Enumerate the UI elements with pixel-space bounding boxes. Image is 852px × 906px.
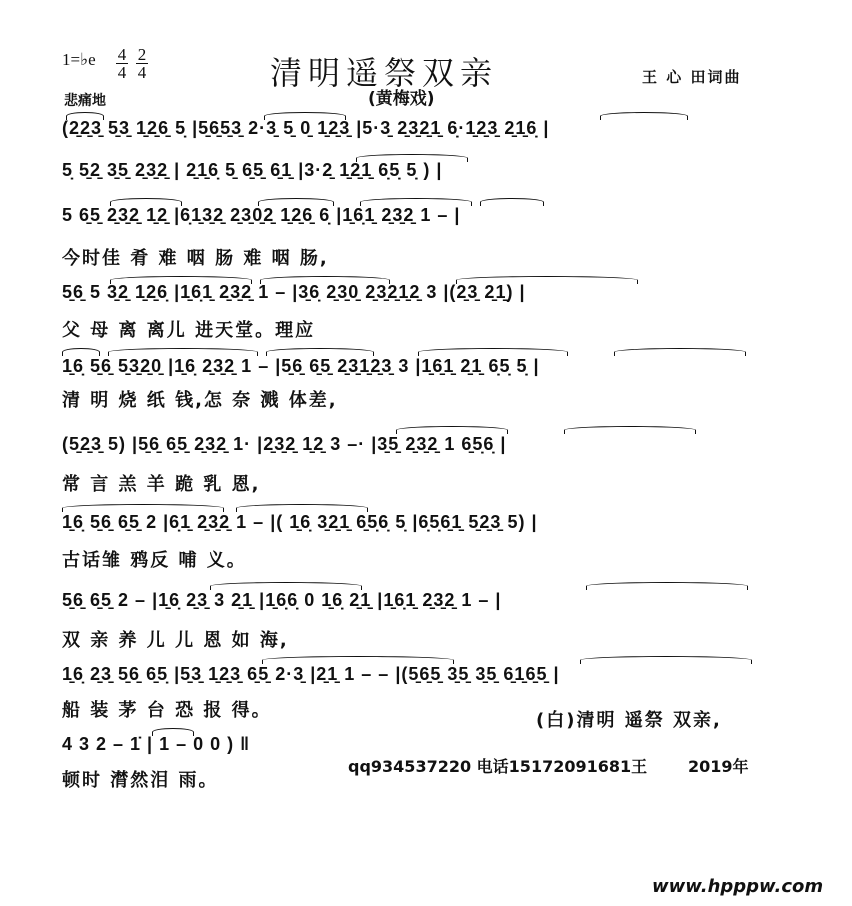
slur-mark <box>266 348 374 356</box>
meter-denominator: 4 <box>137 63 147 82</box>
slur-mark <box>418 348 568 356</box>
slur-mark <box>66 112 104 120</box>
meter-4-4 <box>116 46 128 81</box>
notation-line-2: 5̣ 5̱2̱ 3̱5̱ 2̱3̱2̱ | 2̱1̱6̣ 5̱ 6̱5̱ 6̱1̱ |3·2̱ 1̱2̱1̱ 6̣5̣ 5̣ ) | <box>62 160 443 180</box>
lyrics-line-6: 常 言 羔 羊 跪 乳 恩, <box>62 474 261 495</box>
song-title: 清明遥祭双亲 <box>270 54 499 92</box>
slur-mark <box>564 426 696 434</box>
meter-2-4 <box>136 46 148 81</box>
slur-mark <box>480 198 544 206</box>
lyrics-line-4: 父 母 离 离儿 进天堂。理应 <box>62 320 316 341</box>
expression-mark: 悲痛地 <box>64 93 106 109</box>
slur-mark <box>262 656 454 664</box>
slur-mark <box>62 348 100 356</box>
lyrics-line-5: 清 明 烧 纸 钱,怎 奈 溅 体差, <box>62 390 338 411</box>
contact-info: qq934537220 电话15172091681王 <box>348 757 648 776</box>
notation-line-3: 5 6̱5̱ 2̱3̱2̱ 1̱2̱ |6̣1̱3̱2̱ 2̱3̱0̱2̱ 1̱2̱6̱ 6̣ |1̱6̣1̱ 2̱3̱2̱ 1 – | <box>62 205 461 225</box>
meter-numerator: 4 <box>117 45 127 64</box>
slur-mark <box>580 656 752 664</box>
slur-mark <box>108 348 258 356</box>
meter-denominator: 4 <box>117 63 127 82</box>
notation-line-4: 5̱6̱ 5 3̱2̱ 1̱2̱6̣ |1̱6̣1̱ 2̱3̱2̱ 1 – |3̱6̣ 2̱3̱0̱ 2̱3̱2̱1̱2̱ 3 |(2̱3̱ 2̱1̱) | <box>62 282 526 302</box>
slur-mark <box>236 504 368 512</box>
slur-mark <box>360 198 472 206</box>
notation-line-10: 4 3 2 – 1̇ | 1 – 0 0 ) ‖ <box>62 734 251 754</box>
notation-line-1: (2̱2̱3̱ 5̱3̱ 1̱2̱6̱ 5̣ |5̱6̱5̱3̱ 2·3̱ 5̱ 0̱ 1̱2̱3̱ |5·3̱ 2̱3̱2̱1̱ 6̣·1̱2̱3̱ 2̱1̱6̣ | <box>62 118 550 138</box>
lyrics-line-9: 船 装 茅 台 恐 报 得。 <box>62 700 272 721</box>
song-genre: (黄梅戏) <box>368 89 435 109</box>
slur-mark <box>152 728 194 736</box>
year-label: 2019年 <box>688 757 749 776</box>
time-signature <box>116 46 148 81</box>
notation-line-5: 1̱6̣ 5̱6̱ 5̱3̱2̱0̱ |1̱6̣ 2̱3̱2̱ 1 – |5̱6̱ 6̱5̱ 2̱3̱1̱2̱3̱ 3 |1̱6̱1̱ 2̱1̱ 6̣5̣ 5̣ | <box>62 356 540 376</box>
slur-mark <box>260 276 390 284</box>
lyrics-line-3: 今时佳 肴 难 咽 肠 难 咽 肠, <box>62 248 329 269</box>
watermark: www.hpppw.com <box>652 876 824 897</box>
slur-mark <box>396 426 508 434</box>
slur-mark <box>210 582 362 590</box>
notation-line-7: 1̱6̣ 5̱6̱ 6̱5̱ 2 |6̣1̱ 2̱3̱2̱ 1 – |( 1̱6̣ 3̱2̱1̱ 6̱5̣6̣ 5̣ |6̣5̣6̱1̱ 5̱2̱3̱ 5) | <box>62 512 538 532</box>
composer-credit: 王 心 田词曲 <box>642 68 742 86</box>
key-signature: 1=♭e <box>62 50 96 69</box>
spoken-line: (白)清明 遥祭 双亲, <box>536 710 722 731</box>
slur-mark <box>614 348 746 356</box>
lyrics-line-8: 双 亲 养 儿 儿 恩 如 海, <box>62 630 289 651</box>
slur-mark <box>600 112 688 120</box>
slur-mark <box>356 154 468 162</box>
notation-line-9: 1̱6̣ 2̱3̱ 5̱6̱ 6̱5̣ |5̱3̱ 1̱2̱3̱ 6̱5̱ 2·3̱ |2̱1̱ 1 – – |(5̱6̱5̱ 3̱5̱ 3̱5̱ 6̱1̱6̱5̱ | <box>62 664 560 684</box>
lyrics-line-7: 古话雏 鸦反 哺 义。 <box>62 550 247 571</box>
notation-line-6: (5̱2̱3̱ 5) |5̱6̱ 6̱5̱ 2̱3̱2̱ 1· |2̱3̱2̱ 1̱2̱ 3 –· |3̱5̱ 2̱3̱2̱ 1 6̱5̣6̣ | <box>62 434 507 454</box>
notation-line-8: 5̱6̱ 6̱5̱ 2 – |1̱6̣ 2̱3̱ 3 2̱1̱ |1̱6̣6̣ 0 1̱6̣ 2̱1̱ |1̱6̣1̱ 2̱3̱2̱ 1 – | <box>62 590 502 610</box>
slur-mark <box>264 112 346 120</box>
slur-mark <box>110 276 252 284</box>
meter-numerator: 2 <box>137 45 147 64</box>
slur-mark <box>586 582 748 590</box>
slur-mark <box>258 198 334 206</box>
slur-mark <box>110 198 182 206</box>
lyrics-line-10: 顿时 潸然泪 雨。 <box>62 770 219 791</box>
slur-mark <box>62 504 224 512</box>
slur-mark <box>456 276 638 284</box>
